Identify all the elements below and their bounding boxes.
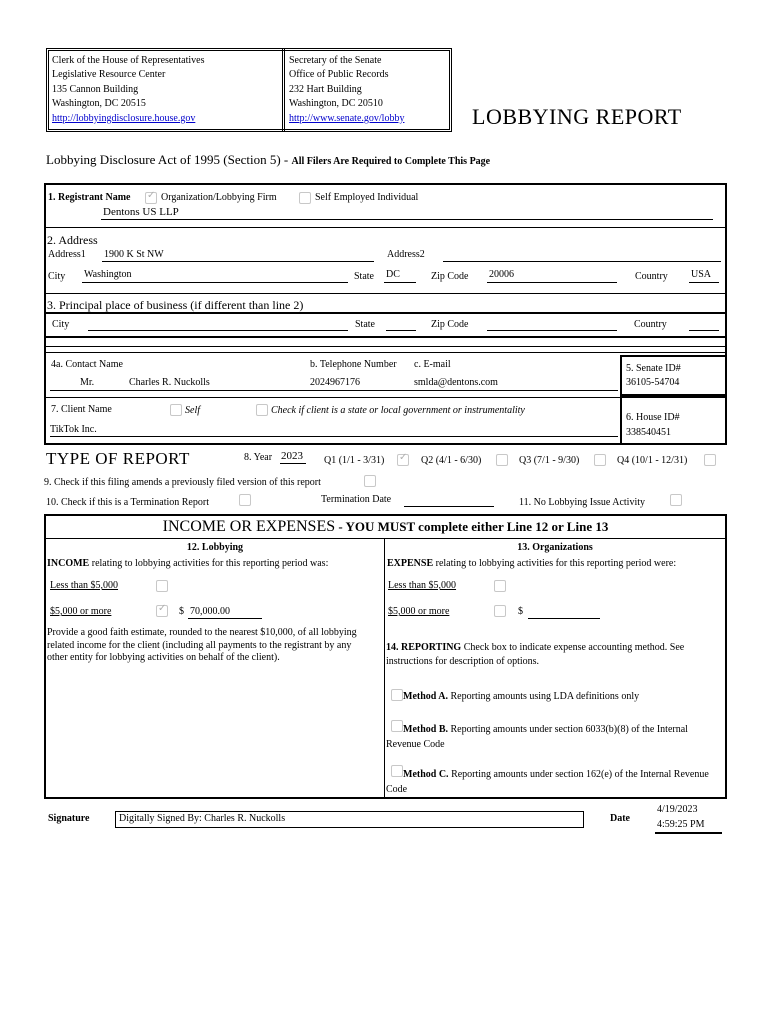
reporting-method-text	[386, 641, 716, 669]
expense-more-label: $5,000 or more	[388, 606, 450, 617]
zip-label: Zip Code	[431, 271, 469, 282]
income-column-divider	[384, 538, 385, 797]
office-box-divider	[282, 49, 285, 131]
q2-label: Q2 (4/1 - 6/30)	[421, 455, 482, 466]
divider-line1	[44, 227, 727, 228]
income-estimate-text: Provide a good faith estimate, rounded to the nearest $10,000, of all lobbying related income for the client (including all payments to the registrant by any other entity for lobbying activities on behalf of the client).	[47, 627, 357, 663]
client-name-label: 7. Client Name	[51, 404, 112, 415]
income-more-label: $5,000 or more	[50, 606, 112, 617]
amend-checkbox[interactable]	[364, 475, 376, 487]
client-self-label: Self	[185, 405, 200, 416]
house-id-label: 6. House ID#	[626, 412, 680, 423]
country-underline	[689, 282, 719, 283]
act-line	[46, 152, 490, 168]
income-amount-underline	[188, 618, 262, 619]
senate-office-address	[289, 54, 404, 126]
house-line-4: Washington, DC 20515	[52, 98, 146, 110]
client-name-value: TikTok Inc.	[50, 424, 97, 435]
principal-state-label: State	[355, 319, 375, 330]
registrant-name-value: Dentons US LLP	[103, 206, 179, 218]
state-underline	[384, 282, 416, 283]
country-value: USA	[691, 269, 712, 280]
method-b-lead: Method B.	[403, 724, 448, 735]
signature-field[interactable]	[115, 811, 584, 828]
income-amount-value: 70,000.00	[190, 606, 230, 617]
income-text: relating to lobbying activities for this reporting period was:	[89, 558, 329, 569]
city-label: City	[48, 271, 66, 282]
registrant-label: 1. Registrant Name	[48, 192, 131, 203]
zip-value: 20006	[489, 269, 514, 280]
principal-city-underline	[88, 330, 348, 331]
method-a-lead: Method A.	[403, 691, 448, 702]
date-label: Date	[610, 813, 630, 824]
year-underline	[280, 463, 306, 464]
principal-zip-label: Zip Code	[431, 319, 469, 330]
email-value: smlda@dentons.com	[414, 377, 498, 388]
principal-country-underline	[689, 330, 719, 331]
principal-state-underline	[386, 330, 416, 331]
state-gov-label: Check if client is a state or local government or instrumentality	[271, 405, 525, 416]
address2-label: Address2	[387, 249, 425, 260]
method-b-desc: Reporting amounts under section 6033(b)(8) of the Internal Revenue Code	[386, 724, 688, 750]
method-a-text	[403, 691, 639, 702]
col12-title: 12. Lobbying	[186, 542, 244, 553]
contact-underline	[50, 390, 618, 391]
income-expenses-subheading: - YOU MUST complete either Line 12 or Line 13	[335, 519, 609, 534]
client-self-checkbox[interactable]	[170, 404, 182, 416]
contact-name-label: 4a. Contact Name	[51, 359, 123, 370]
house-id-value: 338540451	[626, 427, 671, 438]
senate-id-label: 5. Senate ID#	[626, 363, 681, 374]
principal-country-label: Country	[634, 319, 667, 330]
address1-underline	[102, 261, 374, 262]
method-a-checkbox[interactable]	[391, 689, 403, 701]
country-label: Country	[635, 271, 668, 282]
senate-line-3: 232 Hart Building	[289, 83, 362, 95]
time-value: 4:59:25 PM	[657, 819, 705, 830]
expense-lead: EXPENSE	[387, 558, 434, 569]
self-employed-label: Self Employed Individual	[315, 192, 419, 203]
method-a-desc: Reporting amounts using LDA definitions only	[448, 691, 640, 702]
client-name-underline	[50, 436, 618, 437]
method-b-text	[386, 722, 716, 752]
signature-label: Signature	[48, 813, 90, 824]
income-more-checkbox[interactable]	[156, 605, 168, 617]
method-c-desc: Reporting amounts under section 162(e) of the Internal Revenue Code	[386, 769, 709, 795]
method-c-text	[386, 767, 716, 797]
q1-checkbox[interactable]	[397, 454, 409, 466]
senate-id-box	[620, 355, 727, 396]
q4-checkbox[interactable]	[704, 454, 716, 466]
q1-label: Q1 (1/1 - 3/31)	[324, 455, 385, 466]
expense-more-checkbox[interactable]	[494, 605, 506, 617]
year-value: 2023	[281, 450, 303, 462]
divider-line3b	[44, 352, 727, 353]
principal-city-label: City	[52, 319, 70, 330]
act-required-text: All Filers Are Required to Complete This Page	[291, 156, 491, 167]
divider-line2	[44, 293, 727, 294]
method-c-lead: Method C.	[403, 769, 449, 780]
no-activity-label: 11. No Lobbying Issue Activity	[519, 497, 646, 508]
expense-text: relating to lobbying activities for this reporting period were:	[433, 558, 677, 569]
expense-less-label: Less than $5,000	[388, 580, 457, 591]
senate-line-4: Washington, DC 20510	[289, 98, 383, 110]
income-heading-divider	[44, 538, 727, 539]
principal-place-box	[44, 312, 727, 338]
act-line-text: Lobbying Disclosure Act of 1995 (Section 5) -	[46, 152, 292, 167]
q3-checkbox[interactable]	[594, 454, 606, 466]
type-of-report-heading: TYPE OF REPORT	[46, 449, 190, 468]
reporting-lead: 14. REPORTING	[386, 642, 462, 653]
city-value: Washington	[84, 269, 132, 280]
year-label: 8. Year	[244, 452, 273, 463]
expense-amount-prefix: $	[518, 606, 523, 617]
house-line-1: Clerk of the House of Representatives	[52, 55, 205, 66]
q3-label: Q3 (7/1 - 9/30)	[519, 455, 580, 466]
org-lobbying-firm-label: Organization/Lobbying Firm	[161, 192, 277, 203]
income-less-label: Less than $5,000	[50, 580, 119, 591]
address2-underline	[443, 261, 721, 262]
address1-label: Address1	[48, 249, 86, 260]
house-line-3: 135 Cannon Building	[52, 83, 139, 95]
phone-value: 2024967176	[310, 377, 360, 388]
state-label: State	[354, 271, 374, 282]
phone-label: b. Telephone Number	[310, 359, 397, 370]
city-underline	[82, 282, 348, 283]
termination-date-underline	[404, 506, 494, 507]
senate-line-1: Secretary of the Senate	[289, 55, 382, 66]
termination-checkbox[interactable]	[239, 494, 251, 506]
expense-less-checkbox[interactable]	[494, 580, 506, 592]
expense-description	[387, 558, 676, 569]
income-description	[47, 558, 328, 569]
principal-place-label: 3. Principal place of business (if different than line 2)	[47, 298, 304, 312]
income-expenses-heading: INCOME OR EXPENSES	[162, 518, 336, 535]
senate-url-link[interactable]: http://www.senate.gov/lobby	[289, 112, 405, 124]
org-lobbying-firm-checkbox[interactable]	[145, 192, 157, 204]
no-activity-checkbox[interactable]	[670, 494, 682, 506]
email-label: c. E-mail	[414, 359, 451, 370]
address1-value: 1900 K St NW	[104, 249, 164, 260]
self-employed-checkbox[interactable]	[299, 192, 311, 204]
date-value: 4/19/2023	[657, 804, 698, 815]
reporting-text: Check box to indicate expense accounting method. See instructions for description of options.	[386, 642, 685, 667]
divider-line4	[44, 397, 620, 398]
income-expenses-heading-row	[46, 518, 725, 536]
house-office-address	[52, 54, 204, 126]
col13-title: 13. Organizations	[517, 542, 593, 553]
q2-checkbox[interactable]	[496, 454, 508, 466]
contact-prefix: Mr.	[80, 377, 95, 388]
amend-label: 9. Check if this filing amends a previously filed version of this report	[44, 477, 321, 488]
expense-amount-underline	[528, 618, 600, 619]
income-amount-prefix: $	[179, 606, 184, 617]
principal-zip-underline	[487, 330, 617, 331]
address-label: 2. Address	[47, 233, 98, 247]
q4-label: Q4 (10/1 - 12/31)	[617, 455, 688, 466]
termination-date-label: Termination Date	[321, 494, 392, 505]
registrant-name-underline	[101, 219, 713, 220]
income-less-checkbox[interactable]	[156, 580, 168, 592]
house-url-link[interactable]: http://lobbyingdisclosure.house.gov	[52, 112, 196, 124]
contact-name-value: Charles R. Nuckolls	[129, 377, 210, 388]
senate-id-value: 36105-54704	[626, 377, 680, 388]
registrant-name-label	[48, 192, 130, 203]
divider-line3	[44, 346, 727, 347]
termination-label: 10. Check if this is a Termination Report	[46, 497, 209, 508]
state-gov-checkbox[interactable]	[256, 404, 268, 416]
date-underline	[655, 832, 722, 834]
senate-line-2: Office of Public Records	[289, 69, 389, 81]
house-line-2: Legislative Resource Center	[52, 69, 166, 81]
state-value: DC	[386, 269, 400, 280]
signature-value: Digitally Signed By: Charles R. Nuckolls	[119, 813, 286, 824]
zip-underline	[487, 282, 617, 283]
income-lead: INCOME	[47, 558, 90, 569]
page-title: LOBBYING REPORT	[472, 104, 682, 129]
